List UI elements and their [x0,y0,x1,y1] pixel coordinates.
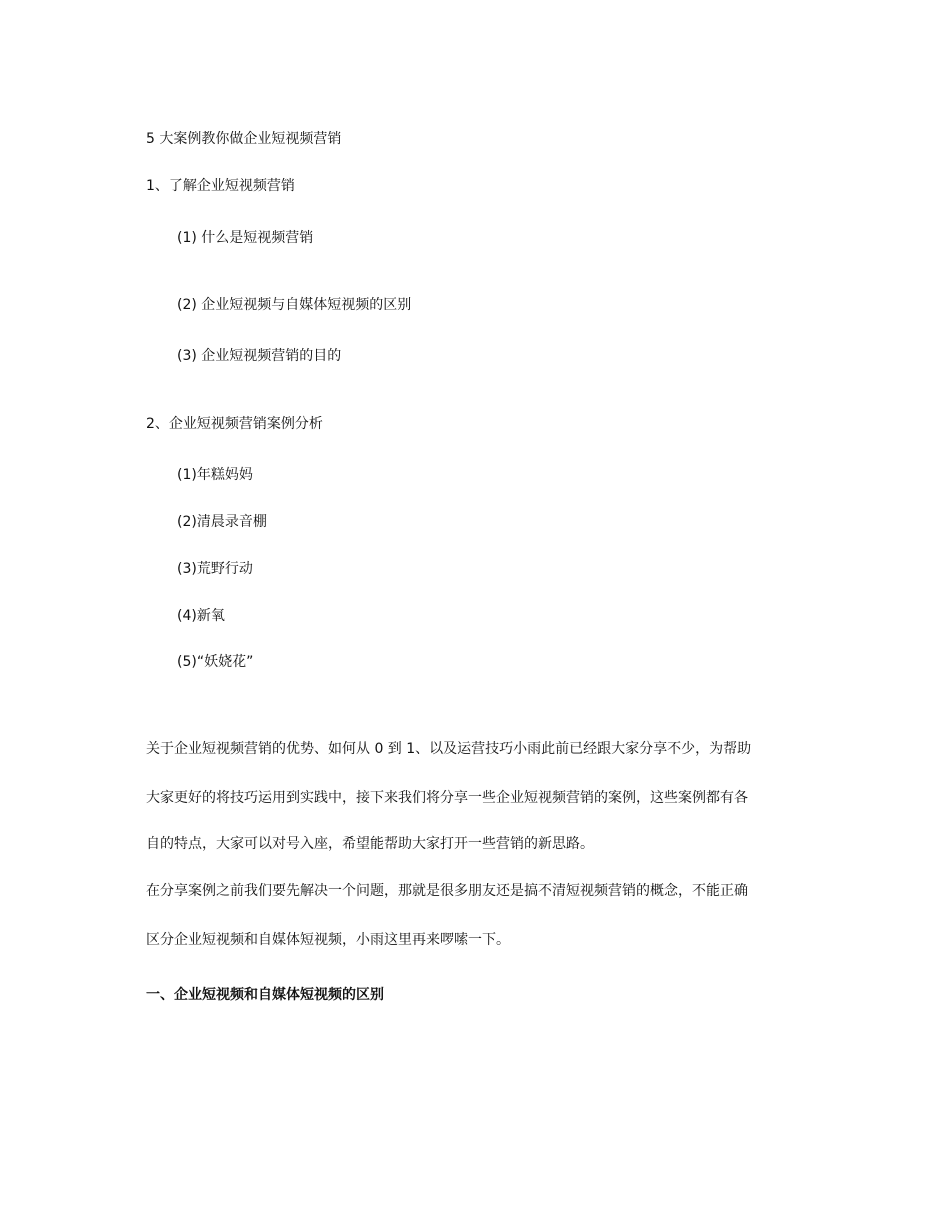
toc-section-1: 1、了解企业短视频营销 [146,178,295,194]
toc-item: (1) 什么是短视频营销 [177,230,314,246]
paragraph-line: 关于企业短视频营销的优势、如何从 0 到 1、以及运营技巧小雨此前已经跟大家分享不少，为帮助 [146,741,752,757]
toc-item: (5)“妖娆花” [177,654,254,670]
toc-item: (2) 企业短视频与自媒体短视频的区别 [177,297,412,313]
toc-item: (3) 企业短视频营销的目的 [177,348,342,364]
toc-item: (1)年糕妈妈 [177,467,253,483]
section-heading: 一、企业短视频和自媒体短视频的区别 [146,987,384,1003]
paragraph-line: 区分企业短视频和自媒体短视频，小雨这里再来啰嗦一下。 [146,932,510,948]
toc-item: (4)新氧 [177,608,225,624]
paragraph-line: 自的特点，大家可以对号入座，希望能帮助大家打开一些营销的新思路。 [146,836,594,852]
toc-section-2: 2、企业短视频营销案例分析 [146,416,323,432]
toc-item: (3)荒野行动 [177,561,253,577]
toc-item: (2)清晨录音棚 [177,514,267,530]
paragraph-line: 大家更好的将技巧运用到实践中，接下来我们将分享一些企业短视频营销的案例，这些案例都有各 [146,790,748,806]
paragraph-line: 在分享案例之前我们要先解决一个问题，那就是很多朋友还是搞不清短视频营销的概念，不能正确 [146,883,748,899]
document-title: 5 大案例教你做企业短视频营销 [146,131,342,147]
